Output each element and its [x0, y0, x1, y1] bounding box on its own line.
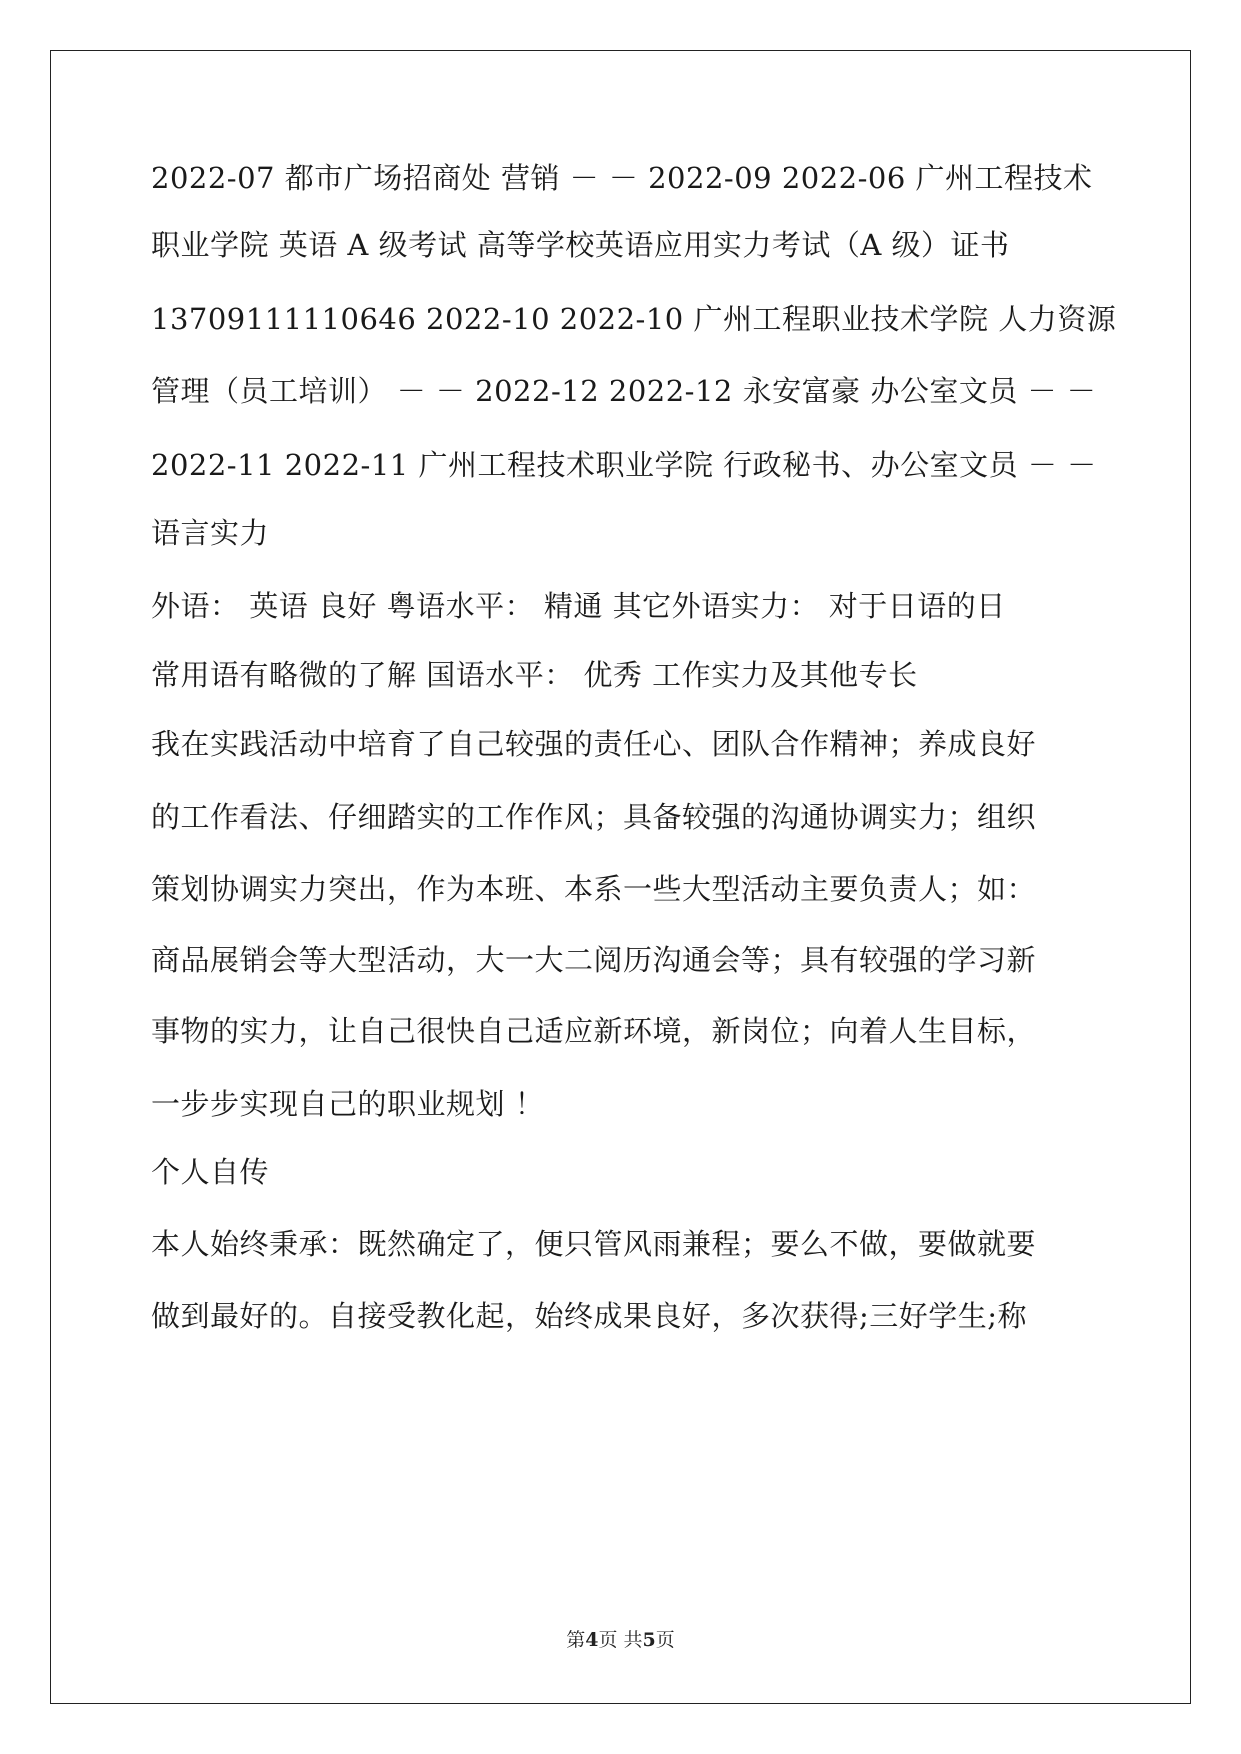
- text-line-14: 一步步实现自己的职业规划 ！: [151, 1087, 545, 1121]
- text-line-2: 职业学院 英语 A 级考试 高等学校英语应用实力考试（A 级）证书: [151, 228, 1010, 262]
- text-line-16: 本人始终秉承：既然确定了，便只管风雨兼程；要么不做，要做就要: [151, 1227, 1037, 1261]
- total-page-number: 5: [642, 1629, 656, 1651]
- text-line-12: 商品展销会等大型活动，大一大二阅历沟通会等；具有较强的学习新: [151, 943, 1037, 977]
- section-heading-autobiography: 个人自传: [151, 1155, 270, 1189]
- text-line-9: 我在实践活动中培育了自己较强的责任心、团队合作精神；养成良好: [151, 727, 1037, 761]
- current-page-number: 4: [585, 1629, 599, 1651]
- page-number-footer: [0, 1628, 1241, 1652]
- text-line-11: 策划协调实力突出，作为本班、本系一些大型活动主要负责人；如：: [151, 872, 1037, 906]
- text-line-10: 的工作看法、仔细踏实的工作作风；具备较强的沟通协调实力；组织: [151, 800, 1037, 834]
- section-heading-language: 语言实力: [151, 516, 270, 550]
- text-line-8: 常用语有略微的了解 国语水平： 优秀 工作实力及其他专长: [151, 658, 918, 692]
- text-line-13: 事物的实力，让自己很快自己适应新环境，新岗位；向着人生目标，: [151, 1014, 1037, 1048]
- text-line-7: 外语： 英语 良好 粤语水平： 精通 其它外语实力： 对于日语的日: [151, 589, 1006, 623]
- footer-prefix: 第: [566, 1629, 586, 1651]
- text-line-17: 做到最好的。自接受教化起，始终成果良好，多次获得;三好学生;称: [151, 1299, 1028, 1333]
- text-line-4: 管理（员工培训） － － 2022-12 2022-12 永安富豪 办公室文员 － －: [151, 374, 1097, 408]
- text-line-1: 2022-07 都市广场招商处 营销 － － 2022-09 2022-06 广州工程技术: [151, 161, 1093, 195]
- text-line-5: 2022-11 2022-11 广州工程技术职业学院 行政秘书、办公室文员 － －: [151, 448, 1097, 482]
- text-line-3: 13709111110646 2022-10 2022-10 广州工程职业技术学院 人力资源: [151, 302, 1117, 336]
- footer-mid: 页 共: [598, 1629, 643, 1651]
- footer-suffix: 页: [655, 1629, 675, 1651]
